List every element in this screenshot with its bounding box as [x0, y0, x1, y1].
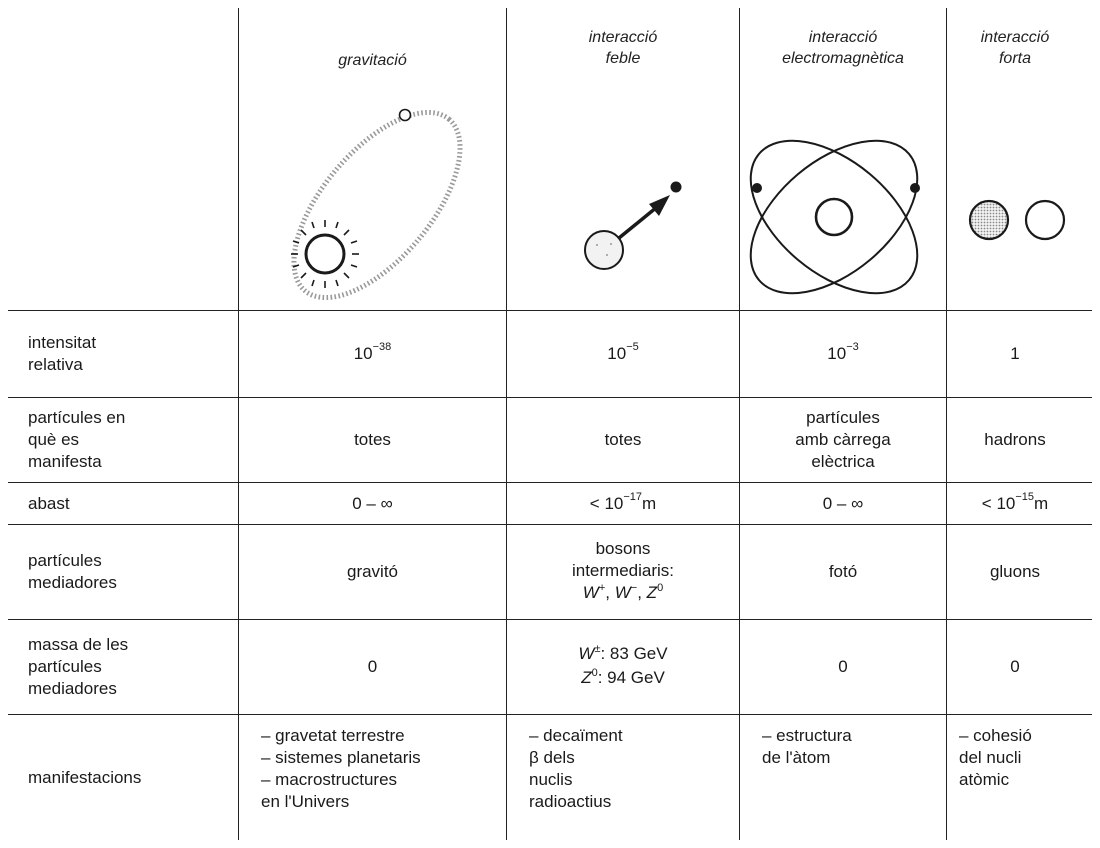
header-forta: interacció forta — [980, 29, 1050, 67]
particules-forta: hadrons — [984, 430, 1046, 449]
charge-sup: ± — [594, 643, 601, 655]
two-nucleons-icon — [947, 95, 1092, 310]
w-mass-value: : 83 GeV — [600, 644, 668, 663]
massa-electro: 0 — [838, 657, 848, 676]
manifestacions-feble: – decaïment β dels nuclis radioactius — [529, 726, 623, 811]
row-label-mediadores: partícules mediadores — [28, 551, 117, 592]
mediadores-gravitacio: gravitó — [346, 562, 399, 581]
massa-feble — [507, 620, 739, 714]
manifestacions-forta: – cohesió del nucli atòmic — [959, 726, 1032, 789]
ellipse-orbit-sun-icon — [239, 95, 506, 310]
power-exponent: −3 — [846, 341, 859, 353]
charge-sup: + — [598, 582, 606, 594]
abast-electro: 0 – ∞ — [822, 493, 864, 513]
abast-gravitacio: 0 – ∞ — [352, 493, 393, 513]
manifestacions-electro: – estructura de l'àtom — [762, 726, 852, 767]
abast-feble — [507, 483, 739, 524]
mediadores-feble-line2: intermediaris: — [571, 561, 675, 580]
row-label-manifestacions: manifestacions — [28, 767, 142, 787]
power-base: 10 — [827, 344, 847, 363]
manifestacions-gravitacio: – gravetat terrestre – sistemes planetaris – macrostructures en l'Univers — [261, 726, 421, 811]
mediadores-forta: gluons — [989, 562, 1041, 581]
intensitat-feble — [507, 311, 739, 397]
boson-list: W+, W−, $Z^0$ — [582, 582, 664, 602]
row-label-abast: abast — [28, 493, 70, 513]
row-label-massa: massa de les partícules mediadores — [28, 635, 129, 698]
w-boson-symbol: W — [614, 583, 631, 602]
unit: m — [1034, 493, 1049, 513]
power-exponent: −17 — [623, 490, 643, 503]
z-boson-symbol: Z — [581, 668, 592, 687]
particle-decay-arrow-icon — [507, 95, 739, 310]
charge-sup: 0 — [591, 667, 598, 679]
massa-gravitacio: 0 — [367, 657, 378, 676]
mediadores-electro: fotó — [828, 562, 858, 581]
header-feble: interacció feble — [588, 29, 658, 67]
massa-forta: 0 — [1010, 657, 1020, 676]
power-exponent: −15 — [1015, 490, 1035, 503]
charge-sup: − — [630, 582, 638, 594]
particules-feble: totes — [604, 430, 642, 449]
header-electromagnetica: interacció electromagnètica — [782, 29, 904, 67]
z-mass-line — [581, 667, 665, 691]
w-boson-symbol: W — [578, 644, 595, 663]
particules-gravitacio: totes — [354, 430, 391, 449]
z-boson-symbol: Z — [646, 583, 658, 602]
power-base: 10 — [607, 344, 627, 363]
unit: m — [642, 493, 657, 513]
power-exponent: −38 — [372, 341, 392, 353]
row-label-particules: partícules en què es manifesta — [28, 408, 126, 471]
w-boson-symbol: W — [582, 583, 599, 602]
atom-orbits-icon — [740, 95, 946, 310]
mediadores-feble — [507, 525, 739, 619]
power-exponent: −5 — [626, 341, 639, 353]
power-base: < 10 — [981, 493, 1016, 513]
abast-forta — [947, 483, 1083, 524]
z-mass-value: : 94 GeV — [597, 668, 665, 687]
power-base: 10 — [353, 344, 373, 363]
intensitat-forta: 1 — [1010, 344, 1020, 363]
charge-sup: 0 — [657, 582, 664, 594]
row-label-intensitat: intensitat relativa — [28, 333, 97, 374]
intensitat-gravitacio — [239, 311, 506, 397]
mediadores-feble-line1: bosons — [595, 539, 651, 558]
w-mass-line — [578, 643, 667, 667]
particules-electro: partícules amb càrrega elèctrica — [795, 408, 891, 471]
power-base: < 10 — [589, 493, 624, 513]
intensitat-electro — [740, 311, 946, 397]
header-gravitacio: gravitació — [338, 52, 407, 69]
